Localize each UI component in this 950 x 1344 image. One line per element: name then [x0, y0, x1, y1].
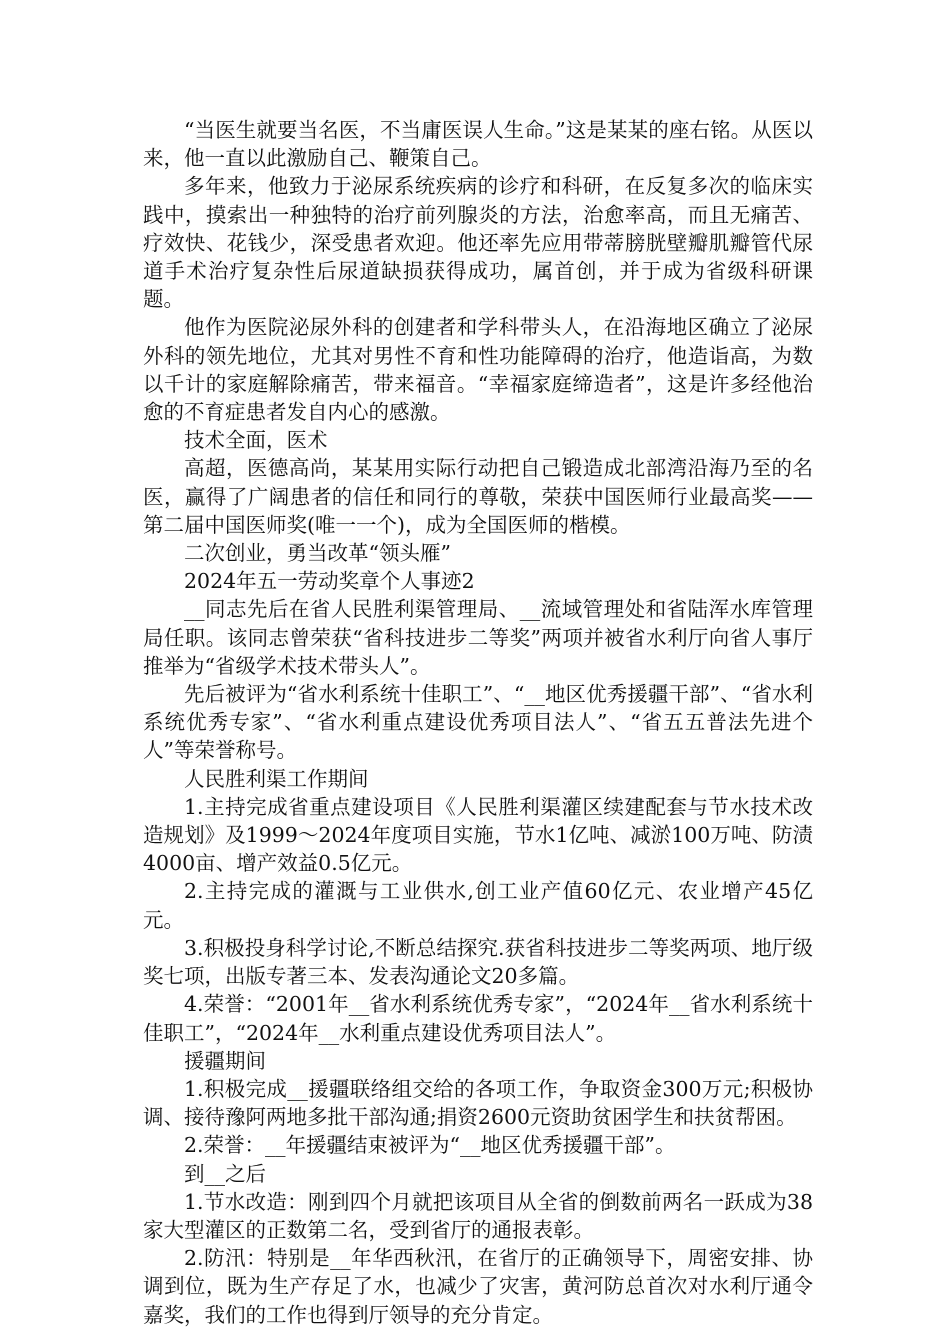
paragraph-career: __同志先后在省人民胜利渠管理局、__流域管理处和省陆浑水库管理局任职。该同志曾荣获“省科技进步二等奖”两项并被省水利厅向省人事厅推举为“省级学术技术带头人”。	[143, 597, 813, 678]
section-heading-deeds-2: 2024年五一劳动奖章个人事迹2	[184, 569, 475, 594]
list-item-xinjiang-1: 1.积极完成__援疆联络组交给的各项工作，争取资金300万元;积极协调、接待豫阿两地多批干部沟通;捐资2600元资助贫困学生和扶贫帮困。	[143, 1076, 813, 1130]
list-item-after-1: 1.节水改造：刚到四个月就把该项目从全省的倒数前两名一跃成为38家大型灌区的正数第二名，受到省厅的通报表彰。	[143, 1189, 813, 1242]
paragraph-honors: 先后被评为“省水利系统十佳职工”、“__地区优秀援疆干部”、“省水利系统优秀专家”、“省水利重点建设优秀项目法人”、“省五五普法先进个人”等荣誉称号。	[143, 682, 813, 763]
section-heading-xinjiang: 援疆期间	[184, 1048, 266, 1073]
paragraph-founder: 他作为医院泌尿外科的创建者和学科带头人，在沿海地区确立了泌尿外科的领先地位，尤其对男性不育和性功能障碍的治疗，他造诣高，为数以千计的家庭解除痛苦，带来福音。“幸福家庭缔造者”，这是许多经他治愈的不育症患者发自内心的感激。	[143, 315, 813, 425]
section-heading-reform: 二次创业，勇当改革“领头雁”	[184, 541, 451, 566]
document-page	[143, 116, 813, 1329]
paragraph-motto: “当医生就要当名医，不当庸医误人生命。”这是某某的座右铭。从医以来，他一直以此激励自己、鞭策自己。	[143, 118, 813, 171]
list-item-canal-4: 4.荣誉：“2001年__省水利系统优秀专家”，“2024年__省水利系统十佳职工”，“2024年__水利重点建设优秀项目法人”。	[143, 992, 813, 1045]
list-item-canal-2: 2.主持完成的灌溉与工业供水,创工业产值60亿元、农业增产45亿元。	[143, 879, 813, 932]
section-heading-canal: 人民胜利渠工作期间	[184, 766, 369, 791]
paragraph-research: 多年来，他致力于泌尿系统疾病的诊疗和科研，在反复多次的临床实践中，摸索出一种独特的治疗前列腺炎的方法，治愈率高，而且无痛苦、疗效快、花钱少，深受患者欢迎。他还率先应用带蒂膀胱壁瓣肌瓣管代尿道手术治疗复杂性后尿道缺损获得成功，属首创，并于成为省级科研课题。	[143, 174, 813, 312]
section-heading-after: 到__之后	[184, 1161, 266, 1186]
paragraph-skills: 技术全面，医术	[184, 428, 328, 453]
list-item-after-2: 2.防汛：特别是__年华西秋汛，在省厅的正确领导下，周密安排、协调到位，既为生产存足了水，也减少了灾害，黄河防总首次对水利厅通令嘉奖，我们的工作也得到厅领导的充分肯定。	[143, 1246, 813, 1327]
list-item-canal-1: 1.主持完成省重点建设项目《人民胜利渠灌区续建配套与节水技术改造规划》及1999～2024年度项目实施，节水1亿吨、减淤100万吨、防渍4000亩、增产效益0.5亿元。	[143, 794, 813, 876]
paragraph-award: 高超，医德高尚，某某用实际行动把自己锻造成北部湾沿海乃至的名医，赢得了广阔患者的信任和同行的尊敬，荣获中国医师行业最高奖——第二届中国医师奖(唯一一个)，成为全国医师的楷模。	[143, 456, 813, 537]
list-item-xinjiang-2: 2.荣誉：__年援疆结束被评为“__地区优秀援疆干部”。	[184, 1133, 676, 1158]
list-item-canal-3: 3.积极投身科学讨论,不断总结探究.获省科技进步二等奖两项、地厅级奖七项，出版专著三本、发表沟通论文20多篇。	[143, 935, 813, 989]
